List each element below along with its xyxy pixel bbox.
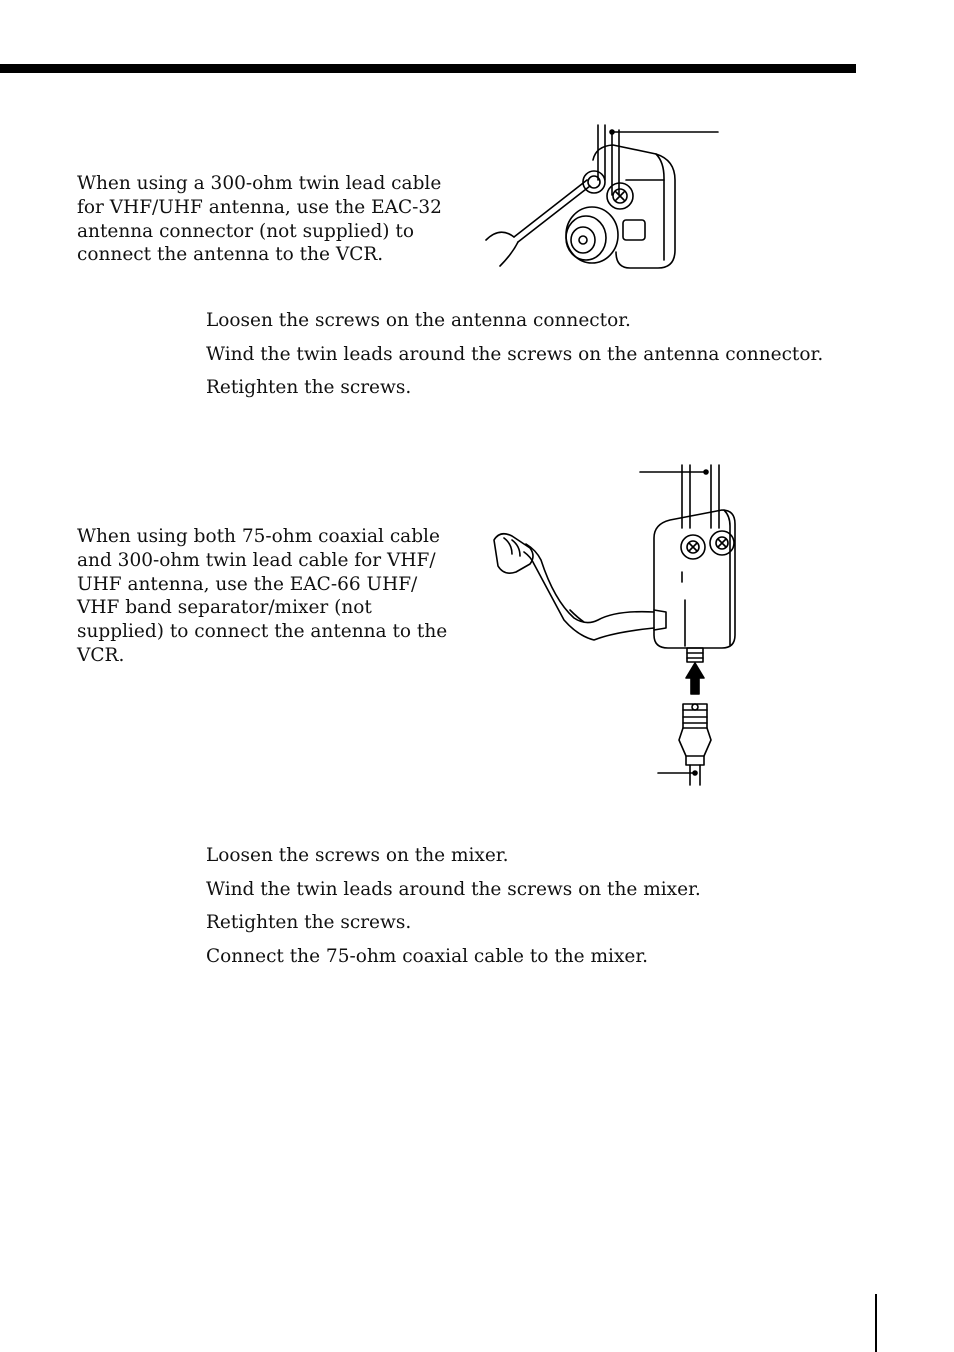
page-edge-rule (875, 1294, 877, 1352)
step-item: Wind the twin leads around the screws on the mixer. (206, 878, 701, 900)
connector-steps-list (206, 310, 823, 411)
description-line: VCR. (77, 644, 125, 666)
description-line: VHF band separator/mixer (not (77, 597, 372, 619)
description-line: connect the antenna to the VCR. (77, 244, 384, 266)
description-line: When using a 300-ohm twin lead cable (77, 173, 442, 194)
mixer-steps-list (206, 845, 701, 979)
description-line: UHF antenna, use the EAC-66 UHF/ (77, 573, 418, 595)
description-line: for VHF/UHF antenna, use the EAC-32 (77, 196, 442, 218)
mixer-description (77, 525, 447, 668)
description-line: and 300-ohm twin lead cable for VHF/ (77, 549, 436, 571)
step-item: Loosen the screws on the antenna connector. (206, 310, 631, 331)
step-item: Wind the twin leads around the screws on the antenna connector. (206, 343, 824, 365)
antenna-connector-illustration (478, 120, 728, 280)
description-line: supplied) to connect the antenna to the (77, 621, 448, 643)
band-separator-mixer-illustration (486, 460, 766, 792)
antenna-connector-description (77, 172, 447, 267)
step-item: Retighten the screws. (206, 377, 412, 398)
description-line: When using both 75-ohm coaxial cable (77, 526, 440, 547)
step-item: Connect the 75-ohm coaxial cable to the mixer. (206, 945, 649, 967)
step-item: Loosen the screws on the mixer. (206, 845, 509, 866)
description-line: antenna connector (not supplied) to (77, 220, 414, 242)
header-rule (0, 64, 856, 73)
step-item: Retighten the screws. (206, 912, 412, 933)
